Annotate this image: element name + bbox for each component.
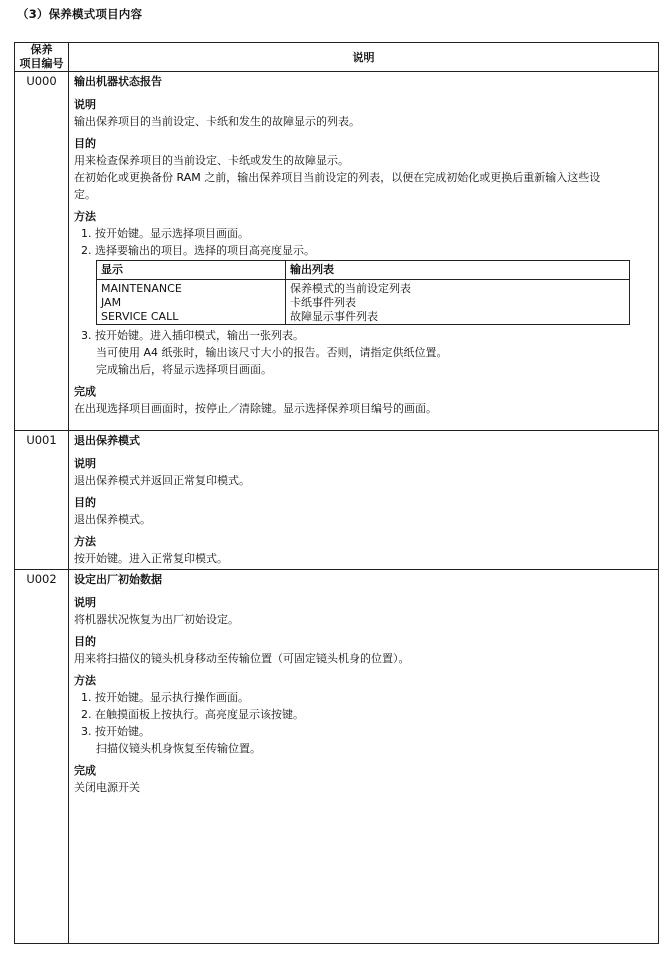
method-step: 1. 按开始键。显示选择项目画面。 (81, 227, 249, 240)
method-label: 方法 (74, 674, 96, 687)
item-description (69, 570, 659, 944)
item-code: U002 (15, 570, 69, 944)
section-title: （3）保养模式项目内容 (17, 7, 143, 21)
step-note: 当可使用 A4 纸张时，输出该尺寸大小的报告。否则，请指定供纸位置。 (96, 346, 448, 359)
purpose-line: 定。 (74, 188, 96, 201)
explain-label: 说明 (74, 98, 96, 111)
purpose-line: 用来检查保养项目的当前设定、卡纸或发生的故障显示。 (74, 154, 349, 167)
method-label: 方法 (74, 535, 96, 548)
item-title: 退出保养模式 (74, 434, 140, 447)
complete-label: 完成 (74, 385, 96, 398)
item-row-u000 (15, 72, 659, 431)
table-header-row (15, 43, 659, 72)
method-text: 按开始键。进入正常复印模式。 (74, 552, 228, 565)
output-table-body (97, 280, 630, 325)
explain-label: 说明 (74, 596, 96, 609)
item-code: U000 (15, 72, 69, 431)
item-row-u002 (15, 570, 659, 944)
header-code-line1: 保养 (30, 43, 53, 56)
item-title: 设定出厂初始数据 (74, 573, 162, 586)
output-option: 卡纸事件列表 (290, 296, 356, 309)
display-option: MAINTENANCE (101, 282, 182, 295)
purpose-label: 目的 (74, 496, 96, 509)
purpose-label: 目的 (74, 137, 96, 150)
method-step: 1. 按开始键。显示执行操作画面。 (81, 691, 249, 704)
method-step: 2. 选择要输出的项目。选择的项目高亮度显示。 (81, 244, 315, 257)
output-option: 保养模式的当前设定列表 (290, 282, 411, 295)
output-display-cell (97, 280, 286, 325)
item-description (69, 72, 659, 431)
method-step: 3. 按开始键。进入插印模式，输出一张列表。 (81, 329, 304, 342)
header-code (15, 43, 69, 72)
complete-text: 关闭电源开关 (74, 781, 140, 794)
item-row-u001 (15, 431, 659, 570)
complete-label: 完成 (74, 764, 96, 777)
output-table-col-output: 输出列表 (286, 261, 630, 280)
item-title: 输出机器状态报告 (74, 75, 162, 88)
output-list-cell (286, 280, 630, 325)
purpose-line: 在初始化或更换备份 RAM 之前，输出保养项目当前设定的列表，以便在完成初始化或更换后重新输入这些设 (74, 171, 601, 184)
header-code-line2: 项目编号 (19, 57, 64, 70)
step-note: 扫描仪镜头机身恢复至传输位置。 (96, 742, 261, 755)
explain-text: 将机器状况恢复为出厂初始设定。 (74, 613, 239, 626)
item-code: U001 (15, 431, 69, 570)
output-table-header (97, 261, 630, 280)
output-table-col-display: 显示 (97, 261, 286, 280)
purpose-label: 目的 (74, 635, 96, 648)
explain-label: 说明 (74, 457, 96, 470)
explain-text: 退出保养模式并返回正常复印模式。 (74, 474, 250, 487)
step-note: 完成输出后，将显示选择项目画面。 (96, 363, 272, 376)
complete-text: 在出现选择项目画面时，按停止／清除键。显示选择保养项目编号的画面。 (74, 402, 437, 415)
method-label: 方法 (74, 210, 96, 223)
purpose-text: 退出保养模式。 (74, 513, 151, 526)
method-step: 3. 按开始键。 (81, 725, 150, 738)
output-option: 故障显示事件列表 (290, 310, 378, 323)
purpose-text: 用来将扫描仪的镜头机身移动至传输位置（可固定镜头机身的位置）。 (74, 652, 410, 665)
maintenance-items-table (14, 42, 659, 944)
display-option: JAM (101, 296, 122, 309)
explain-text: 输出保养项目的当前设定、卡纸和发生的故障显示的列表。 (74, 115, 360, 128)
output-list-table (96, 260, 630, 325)
display-option: SERVICE CALL (101, 310, 179, 323)
header-description: 说明 (69, 43, 659, 72)
method-step: 2. 在触摸面板上按执行。高亮度显示该按键。 (81, 708, 304, 721)
item-description (69, 431, 659, 570)
